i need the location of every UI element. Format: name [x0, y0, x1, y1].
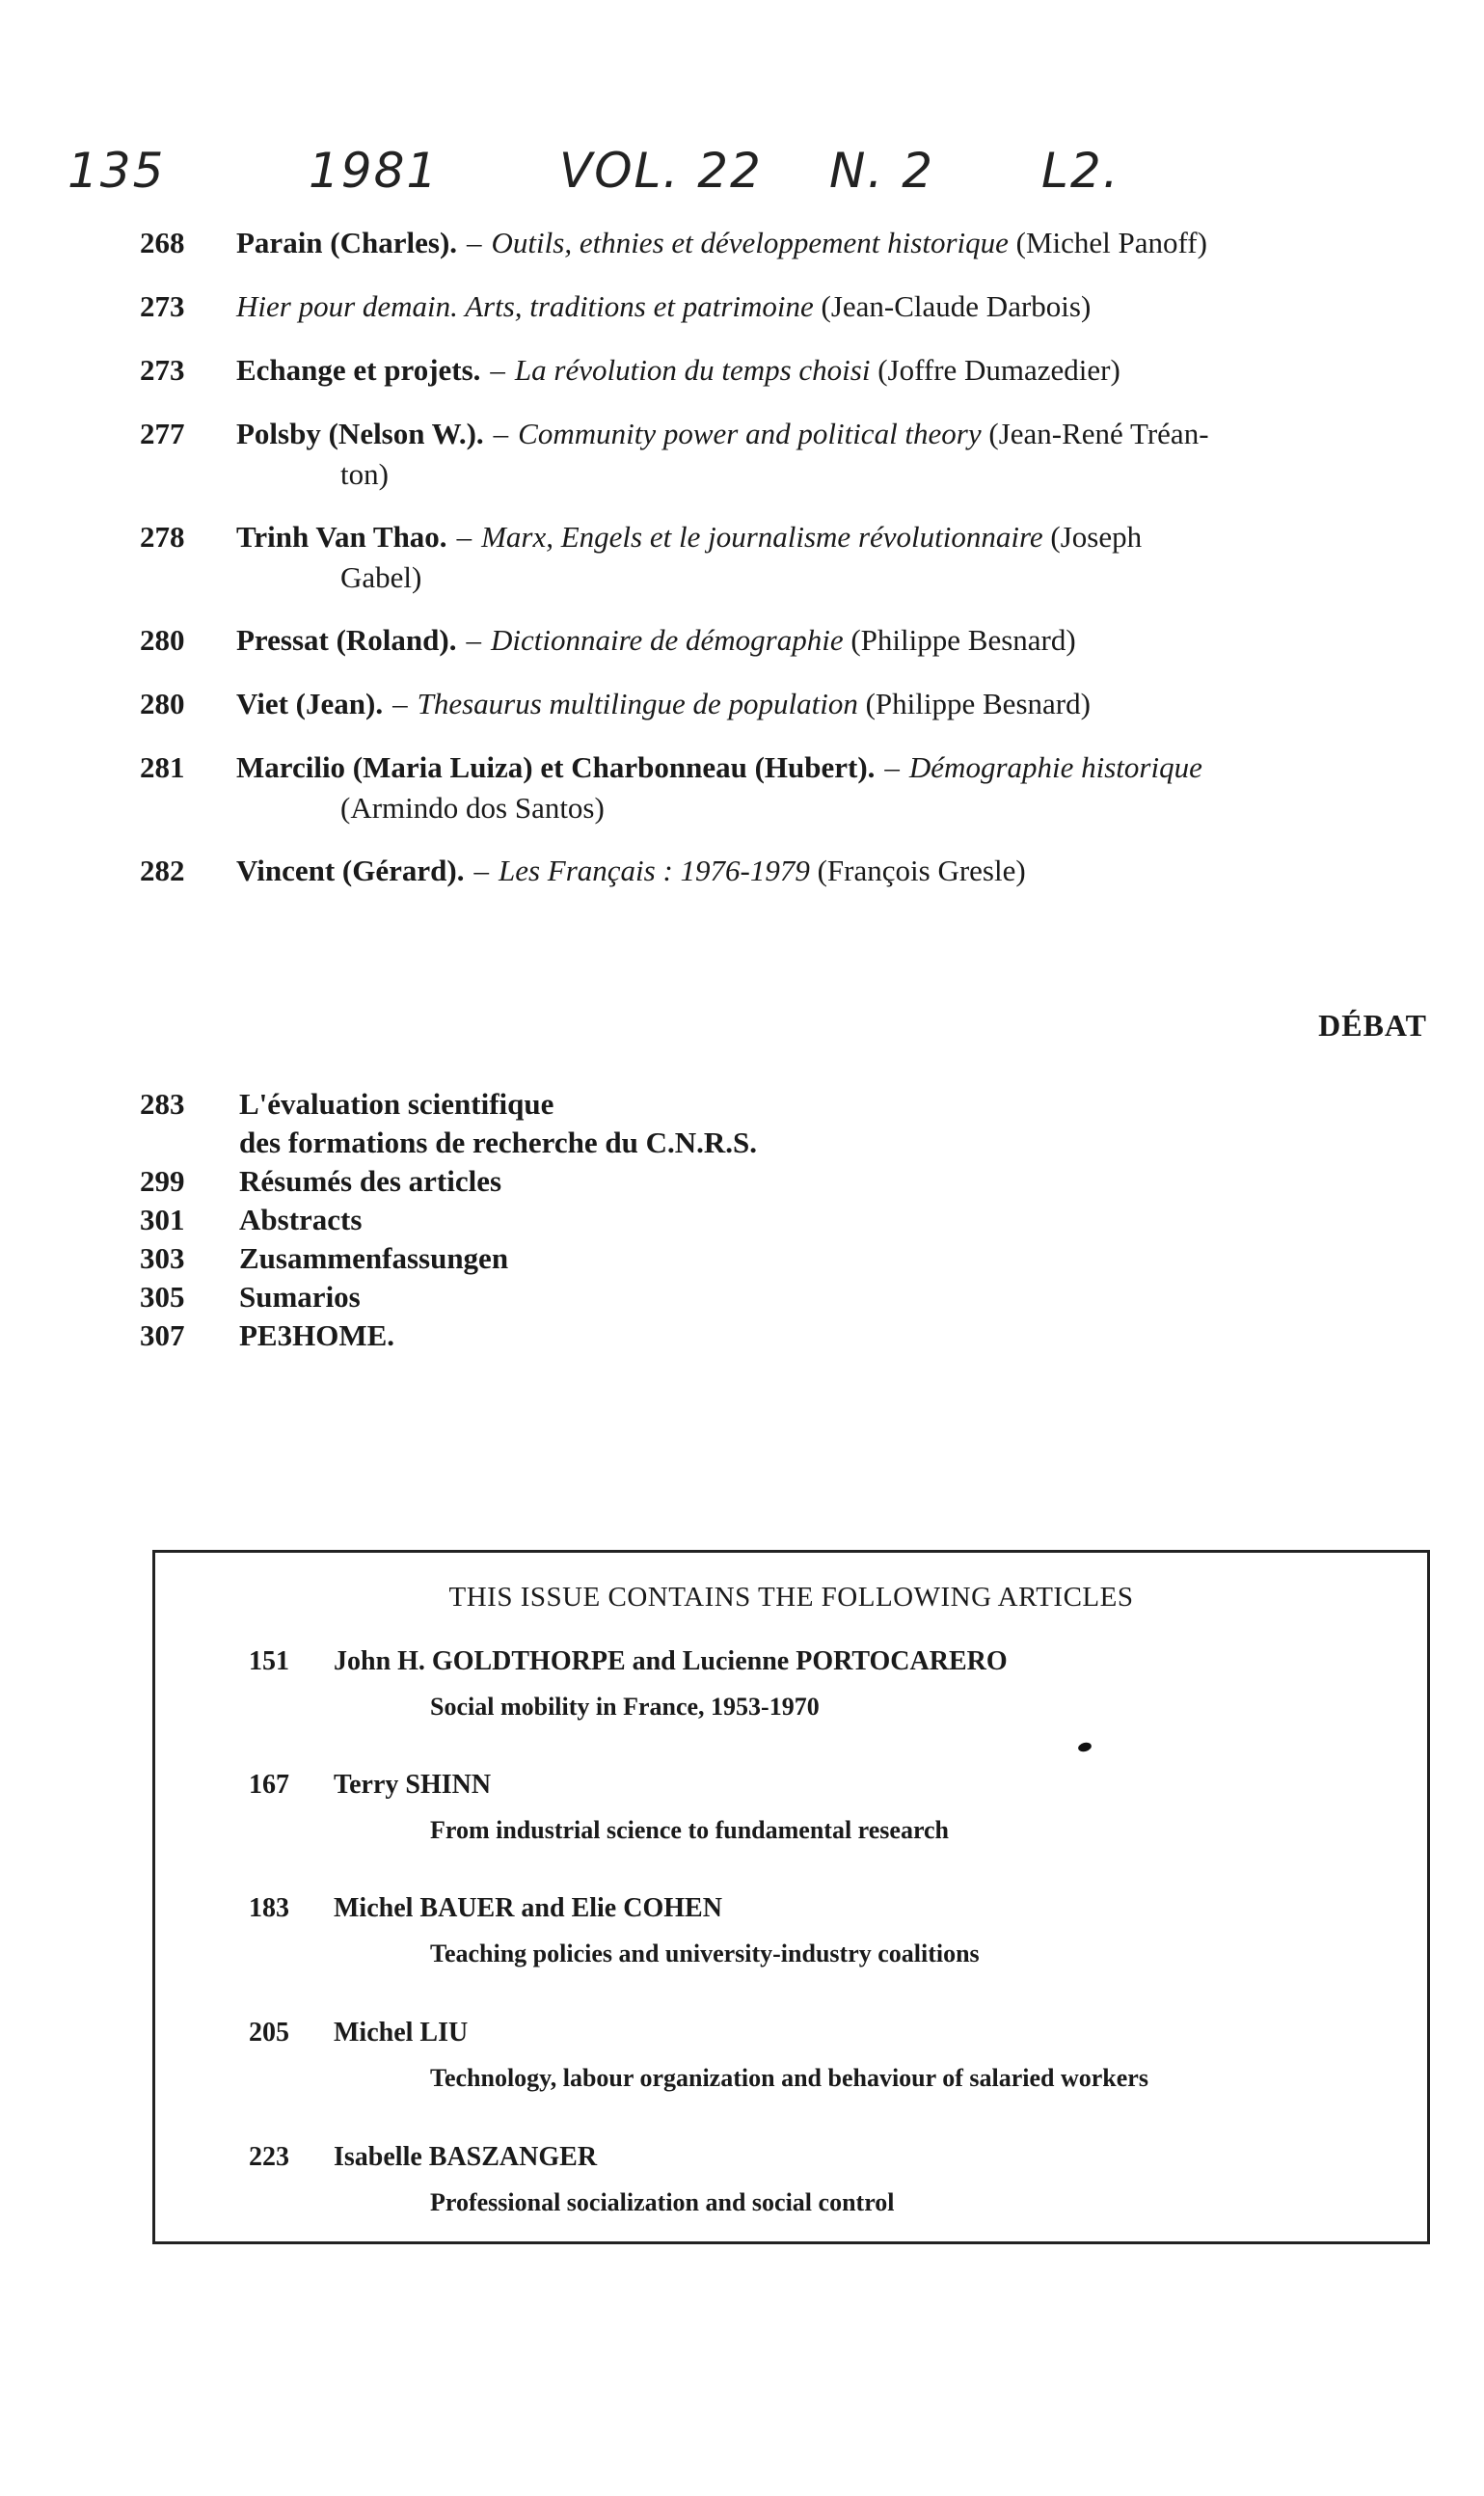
toc-row: [140, 1278, 1104, 1316]
review-author: Trinh Van Thao.: [236, 520, 447, 554]
article-page-number: 223: [249, 2142, 289, 2172]
handwritten-issue: N. 2: [829, 143, 935, 199]
review-page-number: 280: [140, 687, 185, 720]
review-page-number: 273: [140, 289, 185, 323]
review-dash: –: [490, 353, 505, 387]
article-title: Technology, labour organization and behaviour of salaried workers: [430, 2064, 1148, 2092]
review-author: Parain (Charles).: [236, 226, 458, 259]
review-title: Les Français : 1976-1979: [498, 854, 810, 887]
review-page-number: 278: [140, 520, 185, 554]
review-reviewer-continued: Gabel): [340, 560, 422, 594]
review-dash: –: [456, 520, 472, 554]
review-author: Marcilio (Maria Luiza) et Charbonneau (Hubert).: [236, 750, 876, 784]
handwritten-year: 1981: [309, 143, 440, 199]
article-title: Professional socialization and social control: [430, 2188, 895, 2216]
toc-page-number: 283: [140, 1087, 185, 1121]
article-authors: John H. GOLDTHORPE and Lucienne PORTOCARERO: [334, 1646, 1008, 1676]
handwritten-code: L2.: [1041, 143, 1120, 199]
toc-row: [140, 1085, 1104, 1124]
review-dash: –: [392, 687, 408, 720]
review-title: Outils, ethnies et développement historique: [491, 226, 1009, 259]
review-page-number: 268: [140, 226, 185, 259]
review-title: Community power and political theory: [518, 417, 982, 450]
article-authors: Michel LIU: [334, 2018, 469, 2048]
review-author: Pressat (Roland).: [236, 623, 457, 657]
review-author: Viet (Jean).: [236, 687, 384, 720]
article-page-number: 183: [249, 1893, 289, 1923]
toc-label: des formations de recherche du C.N.R.S.: [239, 1126, 758, 1159]
article-title: Social mobility in France, 1953-1970: [430, 1693, 820, 1721]
toc-label: Sumarios: [239, 1280, 361, 1314]
review-dash: –: [473, 854, 489, 887]
review-page-number: 280: [140, 623, 185, 657]
review-dash: –: [884, 750, 900, 784]
article-page-number: 167: [249, 1770, 289, 1800]
review-page-number: 273: [140, 353, 185, 387]
review-dash: –: [467, 226, 482, 259]
toc-row: [140, 1316, 1104, 1355]
handwritten-number: 135: [67, 143, 166, 199]
toc-page-number: 299: [140, 1164, 185, 1198]
toc-page-number: 303: [140, 1241, 185, 1275]
article-authors: Terry SHINN: [334, 1770, 492, 1800]
toc-label: PE3HOME.: [239, 1318, 395, 1352]
review-reviewer-continued: ton): [340, 457, 389, 491]
handwritten-volume: VOL. 22: [559, 143, 763, 199]
review-author: Vincent (Gérard).: [236, 854, 465, 887]
review-page-number: 277: [140, 417, 185, 450]
toc-label: Abstracts: [239, 1203, 363, 1236]
toc-row: [140, 1124, 1104, 1162]
review-author: Echange et projets.: [236, 353, 481, 387]
toc-row: [140, 1239, 1104, 1278]
article-title: From industrial science to fundamental research: [430, 1816, 950, 1844]
review-title: La révolution du temps choisi: [514, 353, 871, 387]
handwritten-annotation: [67, 143, 1147, 220]
review-dash: –: [493, 417, 509, 450]
toc-row: [140, 1201, 1104, 1239]
toc-row: [140, 1162, 1104, 1201]
review-reviewer: (Joffre Dumazedier): [877, 353, 1120, 387]
article-authors: Isabelle BASZANGER: [334, 2142, 598, 2172]
review-title: Dictionnaire de démographie: [490, 623, 844, 657]
table-of-contents: [140, 1085, 1104, 1355]
review-reviewer: (Jean-René Tréan-: [988, 417, 1209, 450]
review-reviewer-continued: (Armindo dos Santos): [340, 791, 605, 825]
review-reviewer: (François Gresle): [817, 854, 1026, 887]
review-title: Hier pour demain. Arts, traditions et patrimoine: [236, 289, 814, 323]
review-dash: –: [466, 623, 481, 657]
article-title: Teaching policies and university-industry coalitions: [430, 1940, 980, 1967]
review-author: Polsby (Nelson W.).: [236, 417, 484, 450]
review-reviewer: (Jean-Claude Darbois): [821, 289, 1092, 323]
toc-label: Zusammenfassungen: [239, 1241, 509, 1275]
toc-page-number: 301: [140, 1203, 185, 1236]
review-reviewer: (Philippe Besnard): [865, 687, 1091, 720]
review-title: Thesaurus multilingue de population: [417, 687, 858, 720]
articles-box-title: THIS ISSUE CONTAINS THE FOLLOWING ARTICLES: [448, 1582, 1134, 1613]
review-title: Démographie historique: [908, 750, 1202, 784]
review-reviewer: (Michel Panoff): [1015, 226, 1207, 259]
toc-page-number: 305: [140, 1280, 185, 1314]
toc-label: L'évaluation scientifique: [239, 1087, 554, 1121]
review-reviewer: (Joseph: [1050, 520, 1143, 554]
review-title: Marx, Engels et le journalisme révolutionnaire: [481, 520, 1043, 554]
article-page-number: 205: [249, 2018, 289, 2048]
review-reviewer: (Philippe Besnard): [850, 623, 1076, 657]
article-authors: Michel BAUER and Elie COHEN: [334, 1893, 722, 1923]
toc-label: Résumés des articles: [239, 1164, 502, 1198]
toc-page-number: 307: [140, 1318, 185, 1352]
articles-box: [152, 1550, 1430, 2244]
article-page-number: 151: [249, 1646, 289, 1676]
review-page-number: 281: [140, 750, 185, 784]
review-page-number: 282: [140, 854, 185, 887]
debat-heading: DÉBAT: [1318, 1008, 1427, 1043]
